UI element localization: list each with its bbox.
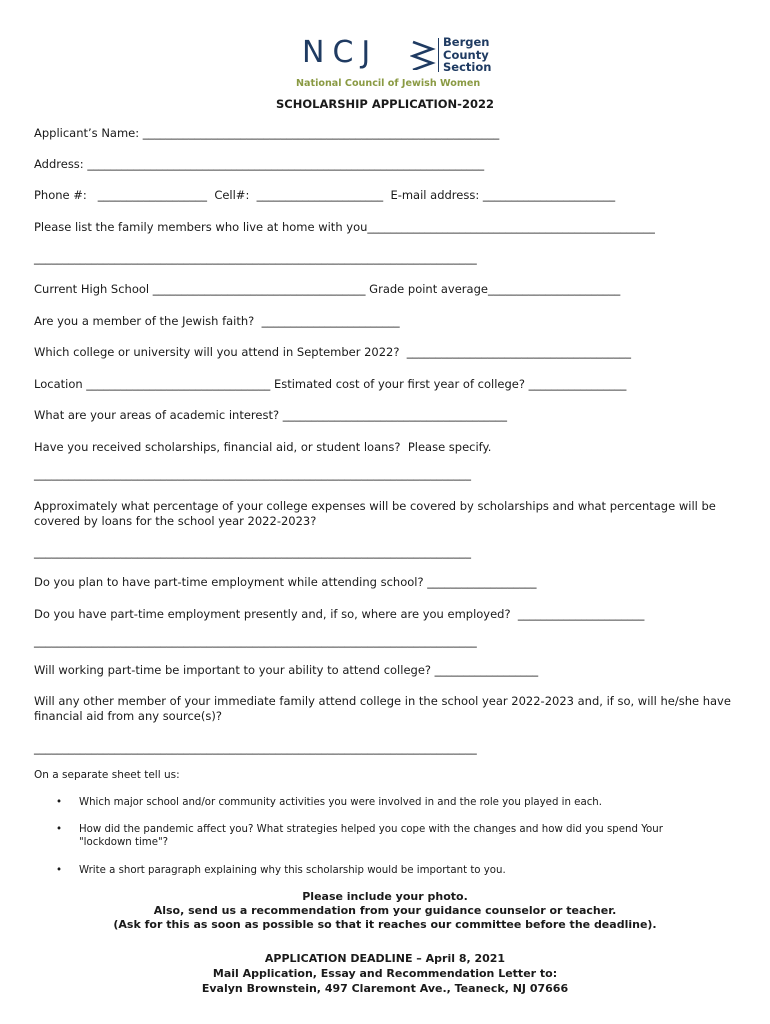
list-item (56, 796, 716, 809)
family-members-line[interactable]: _____________________________________________________________________________ (34, 251, 477, 265)
applicant-name-field[interactable]: Applicant’s Name: ______________________________________________________________ (34, 126, 500, 140)
percentage-line[interactable]: ____________________________________________________________________________ (34, 545, 471, 559)
academic-interest-field[interactable]: What are your areas of academic interest? _______________________________________ (34, 408, 507, 422)
logo-side-line1: Bergen (443, 35, 490, 49)
logo-w-mark-icon (410, 36, 436, 70)
application-deadline: APPLICATION DEADLINE – April 8, 2021 (264, 952, 506, 965)
list-item-text: How did the pandemic affect you? What strategies helped you cope with the changes and how did you spend Your "lockdown time"? (79, 824, 663, 848)
phone-cell-email-fields[interactable]: Phone #: ___________________ Cell#: ______________________ E-mail address: _______________________ (34, 188, 616, 202)
list-item (56, 864, 716, 877)
high-school-gpa-fields[interactable]: Current High School _____________________________________ Grade point average_______________________ (34, 282, 621, 296)
bullet-icon: • (56, 797, 63, 808)
list-item-text: Write a short paragraph explaining why this scholarship would be important to you. (79, 865, 506, 876)
address-field[interactable]: Address: _____________________________________________________________________ (34, 157, 485, 171)
separate-sheet-heading: On a separate sheet tell us: (34, 769, 180, 781)
list-item (56, 823, 716, 849)
mailing-address: Evalyn Brownstein, 497 Claremont Ave., Teaneck, NJ 07666 (201, 982, 569, 995)
jewish-faith-field[interactable]: Are you a member of the Jewish faith? ________________________ (34, 314, 400, 328)
present-employment-line[interactable]: _____________________________________________________________________________ (34, 634, 477, 648)
logo-section-name (443, 36, 491, 74)
working-important-field[interactable]: Will working part-time be important to your ability to attend college? __________________ (34, 663, 539, 677)
ncjw-logo (296, 34, 510, 92)
logo-letters: NCJ (302, 35, 379, 70)
family-college-line[interactable]: _____________________________________________________________________________ (34, 741, 477, 755)
bullet-icon: • (56, 824, 63, 835)
logo-side-line2: County (443, 47, 489, 62)
logo-divider (438, 38, 439, 72)
recommendation-instruction: Also, send us a recommendation from your guidance counselor or teacher. (153, 904, 617, 917)
photo-instruction: Please include your photo. (302, 890, 468, 903)
ask-instruction: (Ask for this as soon as possible so that it reaches our committee before the deadline). (113, 918, 657, 931)
plan-employment-field[interactable]: Do you plan to have part-time employment while attending school? ___________________ (34, 575, 537, 589)
family-members-field[interactable]: Please list the family members who live at home with you__________________________________________________ (34, 220, 655, 234)
family-college-question: Will any other member of your immediate family attend college in the school year 2022-2023 and, if so, will he/she have financial aid from any source(s)? (34, 694, 731, 723)
page-title: SCHOLARSHIP APPLICATION-2022 (276, 97, 494, 111)
location-cost-fields[interactable]: Location ________________________________ Estimated cost of your first year of college? _________________ (34, 377, 627, 391)
present-employment-field[interactable]: Do you have part-time employment presently and, if so, where are you employed? ______________________ (34, 607, 645, 621)
logo-subtitle: National Council of Jewish Women (296, 78, 481, 89)
scholarships-question: Have you received scholarships, financial aid, or student loans? Please specify. (34, 440, 492, 454)
scholarships-line[interactable]: ____________________________________________________________________________ (34, 467, 471, 481)
percentage-question: Approximately what percentage of your college expenses will be covered by scholarships and what percentage will be covered by loans for the school year 2022-2023? (34, 499, 716, 528)
logo-side-line3: Section (443, 60, 492, 74)
mail-instruction: Mail Application, Essay and Recommendation Letter to: (212, 967, 558, 980)
list-item-text: Which major school and/or community activities you were involved in and the role you played in each. (79, 797, 602, 808)
bullet-icon: • (56, 865, 63, 876)
college-field[interactable]: Which college or university will you attend in September 2022? _______________________________________ (34, 345, 632, 359)
